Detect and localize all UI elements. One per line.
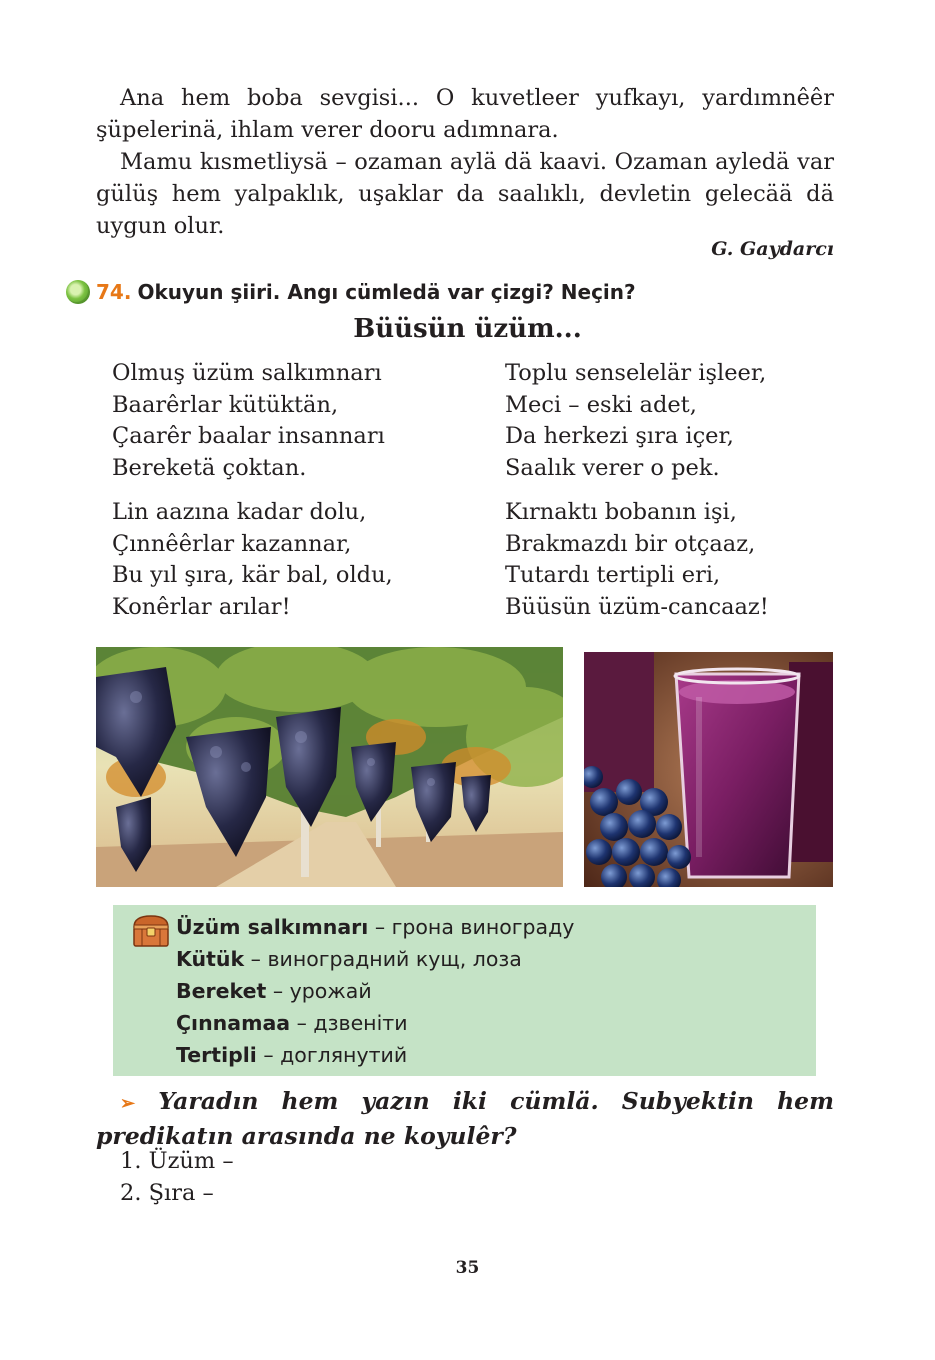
poem-line: Baarêrlar kütüktän, [112,391,339,418]
author-signature: G. Gaydarcı [711,238,834,260]
intro-paragraph-1: Ana hem boba sevgisi... O kuvetleer yufkayı, yardımnêêr şüpelerinä, ihlam verer dooru adımnara. [96,85,834,143]
poem-line: Konêrlar arılar! [112,593,291,620]
poem-line: Bereketä çoktan. [112,454,307,481]
arrow-icon: ➢ [120,1093,136,1114]
vocabulary-term: Tertipli [176,1043,257,1067]
poem-line: Lin aazına kadar dolu, [112,499,367,525]
poem-line: Toplu senselelär işleer, [505,360,767,386]
poem-line: Saalık verer o pek. [505,454,720,481]
green-circle-icon [66,280,90,304]
vocabulary-term: Çınnamaa [176,1011,291,1035]
poem-line: Çınnêêrlar kazannar, [112,530,352,557]
exercise-text: Yaradın hem yazın iki cümlä. Subyektin hem predikatın arasında ne koyulêr? [96,1087,834,1150]
vocabulary-term: Kütük [176,947,245,971]
poem-title: Büüsün üzüm... [353,314,582,344]
vocabulary-translation: – доглянутий [256,1043,408,1067]
answer-line-2: 2. Şıra – [120,1180,214,1206]
vocabulary-translation: – дзвеніти [290,1011,408,1035]
answer-line-1: 1. Üzüm – [120,1148,234,1174]
poem-line: Da herkezi şıra içer, [505,423,734,449]
vocabulary-item [176,975,574,1007]
poem-line: Büüsün üzüm-cancaaz! [505,593,769,620]
page-number: 35 [455,1258,480,1278]
treasure-chest-icon [131,913,171,949]
poem-line: Meci – eski adet, [505,391,697,418]
poem-line: Kırnaktı bobanın işi, [505,499,737,525]
vocabulary-term: Bereket [176,979,267,1003]
task-heading [66,280,636,304]
task-number: 74. [96,280,132,304]
vocabulary-item [176,1007,574,1039]
vocabulary-translation: – виноградний кущ, лоза [244,947,522,971]
vocabulary-translation: – урожай [266,979,372,1003]
intro-paragraph-2: Mamu kısmetliysä – ozaman aylä dä kaavi. Ozaman ayledä var gülüş hem yalpaklık, uşaklar da saalıklı, devletin gelecää dä uygun olur. [96,149,834,239]
vocabulary-item [176,943,574,975]
vocabulary-term: Üzüm salkımnarı [176,915,369,939]
poem-line: Olmuş üzüm salkımnarı [112,360,382,386]
poem-stanza [505,497,769,623]
task-text: Okuyun şiiri. Angı cümledä var çizgi? Neçin? [137,280,636,304]
vineyard-grapes-image [96,647,563,887]
poem-line: Bu yıl şıra, kär bal, oldu, [112,562,393,588]
vocabulary-item [176,1039,574,1071]
poem-stanza [112,497,393,623]
poem-line: Brakmazdı bir otçaaz, [505,530,756,557]
vocabulary-list [176,911,574,1071]
exercise-instruction [96,1085,834,1152]
vocabulary-box [113,905,816,1076]
grape-juice-image [584,652,833,887]
poem-line: Çaarêr baalar insannarı [112,423,385,449]
vocabulary-item [176,911,574,943]
poem-stanza [505,358,766,484]
poem-stanza [112,358,385,484]
poem-line: Tutardı tertipli eri, [505,562,721,588]
vocabulary-translation: – грона винограду [368,915,575,939]
